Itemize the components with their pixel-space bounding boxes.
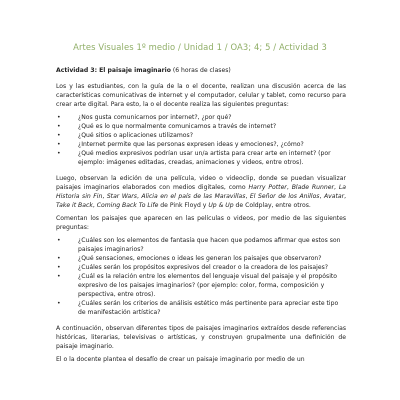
activity-title-bold: Actividad 3: El paisaje imaginario [56,67,171,74]
list-item: • ¿Cuáles serán los propósitos expresivos del creador o la creadora de los paisajes? [56,263,346,272]
list-item: • ¿Cuáles serán los criterios de análisis estético más pertinente para apreciar este tipo de manifestación artística? [56,299,346,317]
paragraph-intro: Los y las estudiantes, con la guía de la o el docente, realizan una discusión acerca de las características comunicativas de internet y el computador, celular y tablet, como recurso para crear arte digital. Para esto, la o el docente realiza las siguientes preguntas: [56,83,346,108]
paragraph-definition: A continuación, observan diferentes tipos de paisajes imaginarios extraídos desde referencias históricas, literarias, televisivas o artísticas, y construyen grupalmente una definición de paisaje imaginario. [56,325,346,350]
paragraph-challenge: El o la docente plantea el desafío de crear un paisaje imaginario por medio de un [56,356,305,363]
list-item: • ¿Nos gusta comunicarnos por internet?, ¿por qué? [56,113,346,122]
film-title: La Historia sin Fin [56,184,346,200]
list-item: • ¿Qué sitios o aplicaciones utilizamos? [56,131,346,140]
list-item: • ¿Cuáles son los elementos de fantasía que hacen que podamos afirmar que estos son paisajes imaginarios? [56,236,346,254]
film-title: Take it Back [56,202,93,209]
question-list-internet [56,113,346,167]
film-title: Blade Runner [291,184,334,191]
text-run: Luego, observan la edición de una película, video o videoclip, donde se puedan visualizar paisajes imaginarios elaborados con medios digitales, como [56,175,346,191]
text-run: , [136,193,142,200]
text-run: , [92,202,97,209]
question-list-landscapes [56,236,346,317]
film-title: Star Wars [106,193,137,200]
document-body [56,66,346,368]
film-title: Alicia en el país de las Maravillas [141,193,246,200]
activity-title-duration: (6 horas de clases) [170,67,231,74]
list-item: • ¿Qué medios expresivos podrían usar un/a artista para crear arte en internet? (por ejemplo: imágenes editadas, creadas, animaciones y videos, entre otros). [56,149,346,167]
text-run: de Coldplay, entre otros. [233,202,311,209]
text-run: , [102,193,107,200]
list-item: • ¿Qué es lo que normalmente comunicamos a través de internet? [56,122,346,131]
text-run: de Pink Floyd y [158,202,209,209]
text-run: , [344,193,347,200]
list-item: • ¿Qué sensaciones, emociones o ideas les generan los paisajes que observaron? [56,254,346,263]
activity-title [56,66,346,75]
paragraph-films [56,174,346,210]
list-item: • ¿Cuál es la relación entre los elementos del lenguaje visual del paisaje y el propósito expresivo de los paisajes imaginarios? (por ejemplo: color, forma, composición y perspectiva, entre otros). [56,272,346,299]
film-title: Avatar [323,193,345,200]
text-run: , [245,193,250,200]
text-run: , [319,193,324,200]
film-title: El Señor de los Anillos [249,193,320,200]
film-title: Harry Potter [248,184,287,191]
list-item: • ¿Internet permite que las personas expresen ideas y emociones?, ¿cómo? [56,140,346,149]
film-title: Up & Up [208,202,234,209]
page-header: Artes Visuales 1º medio / Unidad 1 / OA3; 4; 5 / Actividad 3 [73,42,327,52]
text-run: , [333,184,339,191]
text-run: , [286,184,292,191]
film-title: Coming Back To Life [96,202,159,209]
paragraph-comment: Comentan los paisajes que aparecen en las películas o videos, por medio de las siguientes preguntas: [56,215,346,231]
